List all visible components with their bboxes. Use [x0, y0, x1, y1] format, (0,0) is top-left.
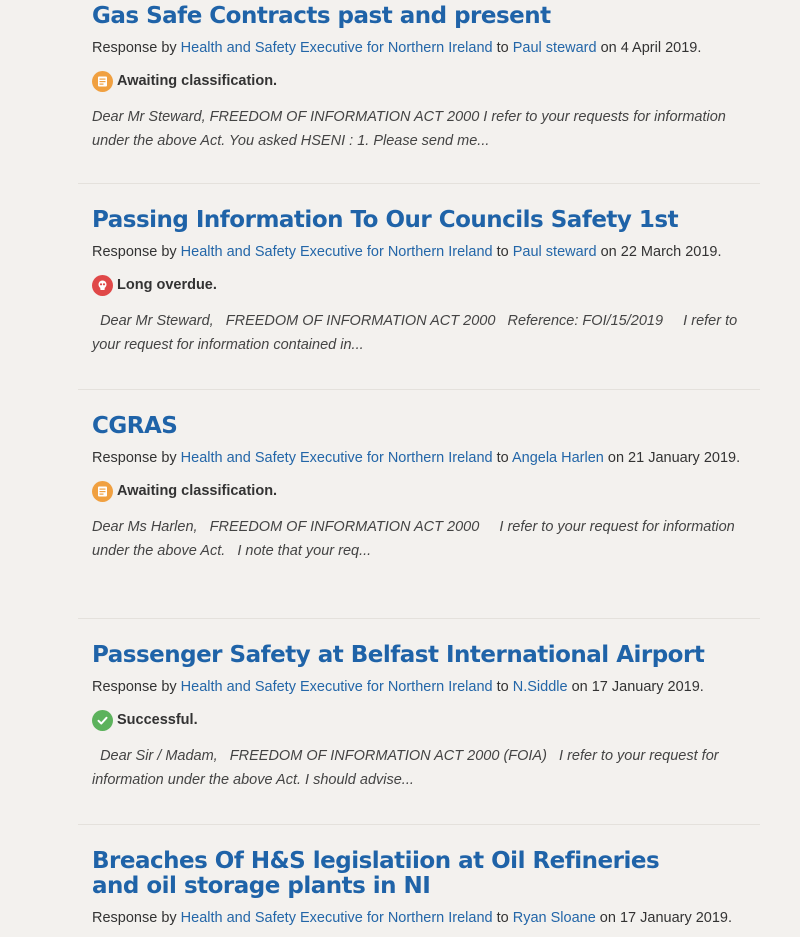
requester-link[interactable]: Paul steward: [512, 244, 597, 260]
request-title-link[interactable]: Passing Information To Our Councils Safety 1st: [92, 207, 679, 233]
request-title: [92, 414, 752, 439]
request-title: [92, 208, 752, 233]
status-text: Awaiting classification.: [117, 73, 278, 89]
authority-link[interactable]: Health and Safety Executive for Northern Ireland: [180, 450, 493, 466]
list-item: [78, 824, 760, 937]
successful-check-icon: [92, 710, 113, 731]
status-badge: [92, 69, 752, 93]
list-item: [78, 618, 760, 825]
requester-link[interactable]: Paul steward: [512, 40, 597, 56]
authority-link[interactable]: Health and Safety Executive for Northern Ireland: [180, 910, 493, 926]
status-badge: [92, 708, 752, 732]
response-meta: Response by Health and Safety Executive for Northern Ireland to Ryan Sloane on 17 January 2019.: [92, 910, 733, 926]
status-text: Awaiting classification.: [117, 483, 278, 499]
status-badge: [92, 273, 752, 297]
status-text: Long overdue.: [117, 277, 217, 293]
requester-link[interactable]: N.Siddle: [512, 679, 568, 695]
status-text: Successful.: [117, 712, 198, 728]
awaiting-classification-icon: [92, 481, 113, 502]
request-title-link[interactable]: Passenger Safety at Belfast International Airport: [92, 642, 705, 668]
response-meta: Response by Health and Safety Executive for Northern Ireland to Paul steward on 22 March 2019.: [92, 244, 722, 260]
request-title: [92, 4, 752, 29]
authority-link[interactable]: Health and Safety Executive for Northern Ireland: [180, 244, 493, 260]
request-title-link[interactable]: Breaches Of H&S legislatiion at Oil Refineries and oil storage plants in NI: [92, 848, 660, 899]
list-item: [78, 0, 760, 184]
authority-link[interactable]: Health and Safety Executive for Northern Ireland: [180, 40, 493, 56]
authority-link[interactable]: Health and Safety Executive for Northern Ireland: [180, 679, 493, 695]
response-excerpt: Dear Mr Steward, FREEDOM OF INFORMATION ACT 2000 I refer to your requests for information under the above Act. You asked HSENI : 1. Please send me...: [92, 109, 730, 149]
response-excerpt: Dear Ms Harlen, FREEDOM OF INFORMATION ACT 2000 I refer to your request for information under the above Act. I note that your req...: [92, 519, 739, 559]
request-title: [92, 643, 752, 668]
request-title-link[interactable]: Gas Safe Contracts past and present: [92, 3, 551, 29]
requester-link[interactable]: Ryan Sloane: [512, 910, 596, 926]
response-excerpt: Dear Mr Steward, FREEDOM OF INFORMATION ACT 2000 Reference: FOI/15/2019 I refer to your request for information contained in...: [92, 313, 742, 353]
request-title: [92, 849, 692, 899]
long-overdue-skull-icon: [92, 275, 113, 296]
response-meta: Response by Health and Safety Executive for Northern Ireland to Paul steward on 4 April 2019.: [92, 40, 702, 56]
response-meta: Response by Health and Safety Executive for Northern Ireland to N.Siddle on 17 January 2019.: [92, 679, 704, 695]
list-item: [78, 183, 760, 390]
request-title-link[interactable]: CGRAS: [92, 413, 178, 439]
awaiting-classification-icon: [92, 71, 113, 92]
status-badge: [92, 479, 752, 503]
requester-link[interactable]: Angela Harlen: [511, 450, 604, 466]
response-meta: Response by Health and Safety Executive for Northern Ireland to Angela Harlen on 21 January 2019.: [92, 450, 741, 466]
response-excerpt: Dear Sir / Madam, FREEDOM OF INFORMATION ACT 2000 (FOIA) I refer to your request for information under the above Act. I should advise...: [92, 748, 723, 788]
list-item: [78, 389, 760, 619]
